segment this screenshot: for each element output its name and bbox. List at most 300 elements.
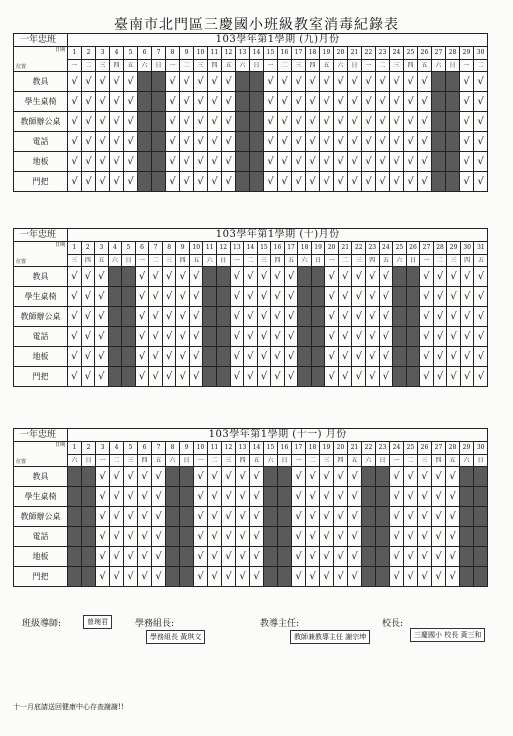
check-cell: √ xyxy=(176,347,190,367)
check-cell: √ xyxy=(334,547,348,567)
check-cell: √ xyxy=(292,72,306,92)
day-number: 15 xyxy=(264,442,278,455)
day-number: 15 xyxy=(257,242,271,255)
check-cell: √ xyxy=(418,547,432,567)
check-cell: √ xyxy=(96,72,110,92)
check-cell: √ xyxy=(334,487,348,507)
day-number: 7 xyxy=(152,47,166,60)
holiday-cell xyxy=(217,267,231,287)
day-number: 16 xyxy=(271,242,285,255)
holiday-cell xyxy=(264,467,278,487)
weekday: 五 xyxy=(418,60,432,72)
check-cell: √ xyxy=(432,527,446,547)
holiday-cell xyxy=(138,152,152,172)
weekday: 四 xyxy=(81,255,95,267)
day-number: 27 xyxy=(432,47,446,60)
corner-cell xyxy=(14,242,68,267)
holiday-cell xyxy=(432,72,446,92)
check-cell: √ xyxy=(81,267,95,287)
corner-date: 日期 xyxy=(54,47,65,53)
check-cell: √ xyxy=(208,132,222,152)
check-cell: √ xyxy=(404,72,418,92)
item-row xyxy=(14,132,488,152)
weekday: 六 xyxy=(460,455,474,467)
row-label: 學生桌椅 xyxy=(14,487,68,507)
check-cell: √ xyxy=(404,152,418,172)
holiday-cell xyxy=(68,547,82,567)
check-cell: √ xyxy=(250,467,264,487)
check-cell: √ xyxy=(124,172,138,192)
weekday: 六 xyxy=(334,60,348,72)
holiday-cell xyxy=(236,72,250,92)
day-number: 18 xyxy=(306,47,320,60)
check-cell: √ xyxy=(433,267,447,287)
holiday-cell xyxy=(203,267,217,287)
weekday: 一 xyxy=(96,455,110,467)
weekday: 五 xyxy=(320,60,334,72)
weekday: 四 xyxy=(138,455,152,467)
day-number: 24 xyxy=(390,442,404,455)
check-cell: √ xyxy=(162,367,176,387)
item-row xyxy=(14,72,488,92)
holiday-cell xyxy=(152,132,166,152)
day-number: 4 xyxy=(108,242,122,255)
weekday: 五 xyxy=(189,255,203,267)
check-cell: √ xyxy=(447,287,461,307)
weekday: 四 xyxy=(460,255,474,267)
weekday: 五 xyxy=(348,455,362,467)
check-cell: √ xyxy=(135,287,149,307)
holiday-cell xyxy=(393,367,407,387)
check-cell: √ xyxy=(460,72,474,92)
weekday: 三 xyxy=(292,60,306,72)
check-cell: √ xyxy=(236,507,250,527)
check-cell: √ xyxy=(404,527,418,547)
check-cell: √ xyxy=(95,327,109,347)
check-cell: √ xyxy=(306,72,320,92)
check-cell: √ xyxy=(306,567,320,587)
check-cell: √ xyxy=(96,132,110,152)
check-cell: √ xyxy=(208,72,222,92)
weekday: 四 xyxy=(236,455,250,467)
check-cell: √ xyxy=(180,72,194,92)
holiday-cell xyxy=(298,367,312,387)
class-label: 一年忠班 xyxy=(14,34,68,47)
check-cell: √ xyxy=(230,347,244,367)
day-number: 16 xyxy=(278,47,292,60)
check-cell: √ xyxy=(284,287,298,307)
day-number: 21 xyxy=(348,47,362,60)
day-number: 7 xyxy=(149,242,163,255)
weekday: 三 xyxy=(68,255,82,267)
check-cell: √ xyxy=(176,327,190,347)
check-cell: √ xyxy=(366,307,380,327)
weekday: 三 xyxy=(96,60,110,72)
check-cell: √ xyxy=(68,132,82,152)
holiday-cell xyxy=(82,547,96,567)
holiday-cell xyxy=(311,347,325,367)
check-cell: √ xyxy=(325,327,339,347)
check-cell: √ xyxy=(460,92,474,112)
weekday: 一 xyxy=(230,255,244,267)
holiday-cell xyxy=(432,132,446,152)
check-cell: √ xyxy=(474,287,488,307)
weekday: 三 xyxy=(390,60,404,72)
item-row xyxy=(14,467,488,487)
check-cell: √ xyxy=(418,172,432,192)
check-cell: √ xyxy=(149,287,163,307)
check-cell: √ xyxy=(460,347,474,367)
holiday-cell xyxy=(432,152,446,172)
check-cell: √ xyxy=(320,72,334,92)
check-cell: √ xyxy=(124,132,138,152)
check-cell: √ xyxy=(180,112,194,132)
check-cell: √ xyxy=(292,547,306,567)
holiday-cell xyxy=(122,267,136,287)
check-cell: √ xyxy=(68,172,82,192)
check-cell: √ xyxy=(81,347,95,367)
check-cell: √ xyxy=(433,307,447,327)
holiday-cell xyxy=(236,172,250,192)
check-cell: √ xyxy=(379,267,393,287)
check-cell: √ xyxy=(432,487,446,507)
check-cell: √ xyxy=(257,367,271,387)
corner-cell xyxy=(14,47,68,72)
holiday-cell xyxy=(250,132,264,152)
check-cell: √ xyxy=(418,132,432,152)
check-cell: √ xyxy=(189,347,203,367)
check-cell: √ xyxy=(284,347,298,367)
holiday-cell xyxy=(278,467,292,487)
check-cell: √ xyxy=(348,527,362,547)
check-cell: √ xyxy=(474,267,488,287)
weekday: 二 xyxy=(110,455,124,467)
check-cell: √ xyxy=(194,112,208,132)
holiday-cell xyxy=(278,567,292,587)
holiday-cell xyxy=(236,152,250,172)
item-row xyxy=(14,487,488,507)
day-number: 12 xyxy=(222,442,236,455)
weekday: 三 xyxy=(124,455,138,467)
day-number: 12 xyxy=(222,47,236,60)
weekday: 六 xyxy=(236,60,250,72)
holiday-cell xyxy=(122,347,136,367)
holiday-cell xyxy=(298,307,312,327)
check-cell: √ xyxy=(278,112,292,132)
check-cell: √ xyxy=(68,327,82,347)
check-cell: √ xyxy=(162,347,176,367)
check-cell: √ xyxy=(208,152,222,172)
check-cell: √ xyxy=(244,327,258,347)
check-cell: √ xyxy=(110,507,124,527)
check-cell: √ xyxy=(278,152,292,172)
holiday-cell xyxy=(362,567,376,587)
weekday: 一 xyxy=(264,60,278,72)
check-cell: √ xyxy=(264,112,278,132)
row-label: 門把 xyxy=(14,567,68,587)
weekday: 日 xyxy=(180,455,194,467)
check-cell: √ xyxy=(325,347,339,367)
check-cell: √ xyxy=(390,487,404,507)
weekday: 一 xyxy=(460,60,474,72)
check-cell: √ xyxy=(292,132,306,152)
check-cell: √ xyxy=(348,507,362,527)
check-cell: √ xyxy=(194,467,208,487)
day-number: 17 xyxy=(284,242,298,255)
check-cell: √ xyxy=(292,487,306,507)
check-cell: √ xyxy=(264,152,278,172)
holiday-cell xyxy=(122,367,136,387)
check-cell: √ xyxy=(138,547,152,567)
check-cell: √ xyxy=(278,132,292,152)
check-cell: √ xyxy=(390,172,404,192)
check-cell: √ xyxy=(180,172,194,192)
check-cell: √ xyxy=(390,547,404,567)
weekday: 五 xyxy=(124,60,138,72)
check-cell: √ xyxy=(124,487,138,507)
holiday-cell xyxy=(393,347,407,367)
weekday: 一 xyxy=(68,60,82,72)
check-cell: √ xyxy=(124,152,138,172)
check-cell: √ xyxy=(152,487,166,507)
check-cell: √ xyxy=(447,347,461,367)
check-cell: √ xyxy=(320,92,334,112)
check-cell: √ xyxy=(110,72,124,92)
day-number: 19 xyxy=(311,242,325,255)
record-table-1 xyxy=(13,33,488,192)
day-number: 20 xyxy=(334,442,348,455)
check-cell: √ xyxy=(194,132,208,152)
holiday-cell xyxy=(108,307,122,327)
corner-date: 日期 xyxy=(54,442,65,448)
check-cell: √ xyxy=(292,92,306,112)
check-cell: √ xyxy=(230,327,244,347)
check-cell: √ xyxy=(320,172,334,192)
item-row xyxy=(14,367,488,387)
day-number: 26 xyxy=(418,442,432,455)
check-cell: √ xyxy=(446,567,460,587)
check-cell: √ xyxy=(420,327,434,347)
check-cell: √ xyxy=(404,487,418,507)
day-number: 14 xyxy=(250,442,264,455)
check-cell: √ xyxy=(124,112,138,132)
check-cell: √ xyxy=(446,507,460,527)
weekday: 日 xyxy=(217,255,231,267)
holiday-cell xyxy=(138,72,152,92)
check-cell: √ xyxy=(166,72,180,92)
holiday-cell xyxy=(180,467,194,487)
day-number: 20 xyxy=(334,47,348,60)
check-cell: √ xyxy=(338,287,352,307)
check-cell: √ xyxy=(222,547,236,567)
holiday-cell xyxy=(203,287,217,307)
check-cell: √ xyxy=(446,527,460,547)
check-cell: √ xyxy=(194,92,208,112)
check-cell: √ xyxy=(236,547,250,567)
day-number: 8 xyxy=(162,242,176,255)
check-cell: √ xyxy=(257,307,271,327)
check-cell: √ xyxy=(176,267,190,287)
check-cell: √ xyxy=(244,267,258,287)
period-title: 103學年第1學期 (九)月份 xyxy=(68,34,488,47)
period-title: 103學年第1學期 (十一) 月份 xyxy=(68,429,488,442)
item-row xyxy=(14,347,488,367)
holiday-cell xyxy=(166,487,180,507)
holiday-cell xyxy=(250,72,264,92)
check-cell: √ xyxy=(257,267,271,287)
check-cell: √ xyxy=(95,267,109,287)
check-cell: √ xyxy=(362,72,376,92)
holiday-cell xyxy=(376,547,390,567)
row-label: 地板 xyxy=(14,347,68,367)
weekday: 日 xyxy=(311,255,325,267)
check-cell: √ xyxy=(366,267,380,287)
check-cell: √ xyxy=(271,287,285,307)
weekday: 二 xyxy=(149,255,163,267)
holiday-cell xyxy=(166,527,180,547)
check-cell: √ xyxy=(244,347,258,367)
day-number: 18 xyxy=(306,442,320,455)
check-cell: √ xyxy=(222,92,236,112)
holiday-cell xyxy=(82,467,96,487)
holiday-cell xyxy=(278,547,292,567)
day-number: 28 xyxy=(446,47,460,60)
holiday-cell xyxy=(203,307,217,327)
check-cell: √ xyxy=(189,307,203,327)
day-number: 25 xyxy=(393,242,407,255)
check-cell: √ xyxy=(418,92,432,112)
holiday-cell xyxy=(152,152,166,172)
weekday: 四 xyxy=(404,60,418,72)
check-cell: √ xyxy=(306,132,320,152)
check-cell: √ xyxy=(433,287,447,307)
check-cell: √ xyxy=(352,367,366,387)
check-cell: √ xyxy=(194,72,208,92)
holiday-cell xyxy=(432,172,446,192)
day-number: 11 xyxy=(203,242,217,255)
check-cell: √ xyxy=(110,112,124,132)
row-label: 教師辦公桌 xyxy=(14,307,68,327)
check-cell: √ xyxy=(474,367,488,387)
check-cell: √ xyxy=(68,112,82,132)
check-cell: √ xyxy=(420,307,434,327)
row-label: 教具 xyxy=(14,467,68,487)
check-cell: √ xyxy=(135,307,149,327)
day-number: 8 xyxy=(166,442,180,455)
check-cell: √ xyxy=(404,92,418,112)
check-cell: √ xyxy=(418,152,432,172)
check-cell: √ xyxy=(432,567,446,587)
check-cell: √ xyxy=(110,527,124,547)
check-cell: √ xyxy=(390,112,404,132)
day-number: 26 xyxy=(418,47,432,60)
item-row xyxy=(14,267,488,287)
check-cell: √ xyxy=(390,507,404,527)
check-cell: √ xyxy=(334,567,348,587)
item-row xyxy=(14,152,488,172)
row-label: 地板 xyxy=(14,152,68,172)
check-cell: √ xyxy=(180,152,194,172)
holiday-cell xyxy=(376,507,390,527)
check-cell: √ xyxy=(257,287,271,307)
check-cell: √ xyxy=(338,307,352,327)
weekday: 六 xyxy=(68,455,82,467)
holiday-cell xyxy=(474,507,488,527)
check-cell: √ xyxy=(135,367,149,387)
holiday-cell xyxy=(406,367,420,387)
day-number: 11 xyxy=(208,47,222,60)
check-cell: √ xyxy=(390,72,404,92)
check-cell: √ xyxy=(95,307,109,327)
affairs-stamp: 學務組長 黃琪文 xyxy=(146,630,205,644)
teacher-label: 班級導師: xyxy=(22,619,62,629)
check-cell: √ xyxy=(420,287,434,307)
row-label: 教具 xyxy=(14,267,68,287)
check-cell: √ xyxy=(124,527,138,547)
item-row xyxy=(14,547,488,567)
weekday: 二 xyxy=(180,60,194,72)
record-table-3 xyxy=(13,428,488,587)
check-cell: √ xyxy=(222,112,236,132)
holiday-cell xyxy=(432,112,446,132)
day-number: 8 xyxy=(166,47,180,60)
check-cell: √ xyxy=(162,267,176,287)
check-cell: √ xyxy=(320,467,334,487)
check-cell: √ xyxy=(68,267,82,287)
check-cell: √ xyxy=(320,487,334,507)
check-cell: √ xyxy=(334,152,348,172)
weekday: 二 xyxy=(404,455,418,467)
check-cell: √ xyxy=(379,347,393,367)
day-number: 26 xyxy=(406,242,420,255)
weekday: 六 xyxy=(166,455,180,467)
check-cell: √ xyxy=(474,112,488,132)
check-cell: √ xyxy=(460,132,474,152)
holiday-cell xyxy=(298,347,312,367)
day-number: 20 xyxy=(325,242,339,255)
check-cell: √ xyxy=(162,327,176,347)
holiday-cell xyxy=(376,527,390,547)
check-cell: √ xyxy=(110,547,124,567)
item-row xyxy=(14,507,488,527)
check-cell: √ xyxy=(325,267,339,287)
check-cell: √ xyxy=(460,152,474,172)
check-cell: √ xyxy=(110,467,124,487)
weekday: 日 xyxy=(474,455,488,467)
weekday: 一 xyxy=(166,60,180,72)
check-cell: √ xyxy=(433,327,447,347)
weekday: 三 xyxy=(352,255,366,267)
holiday-cell xyxy=(250,172,264,192)
check-cell: √ xyxy=(124,92,138,112)
check-cell: √ xyxy=(404,467,418,487)
check-cell: √ xyxy=(271,307,285,327)
check-cell: √ xyxy=(194,487,208,507)
day-number: 9 xyxy=(180,47,194,60)
weekday: 二 xyxy=(82,60,96,72)
check-cell: √ xyxy=(352,327,366,347)
row-label: 電話 xyxy=(14,132,68,152)
period-title: 103學年第1學期 (十)月份 xyxy=(68,229,488,242)
page-title: 臺南市北門區三慶國小班級教室消毒紀錄表 xyxy=(114,17,399,33)
day-number: 18 xyxy=(298,242,312,255)
check-cell: √ xyxy=(420,367,434,387)
check-cell: √ xyxy=(138,467,152,487)
check-cell: √ xyxy=(250,487,264,507)
check-cell: √ xyxy=(162,307,176,327)
check-cell: √ xyxy=(432,467,446,487)
check-cell: √ xyxy=(352,287,366,307)
